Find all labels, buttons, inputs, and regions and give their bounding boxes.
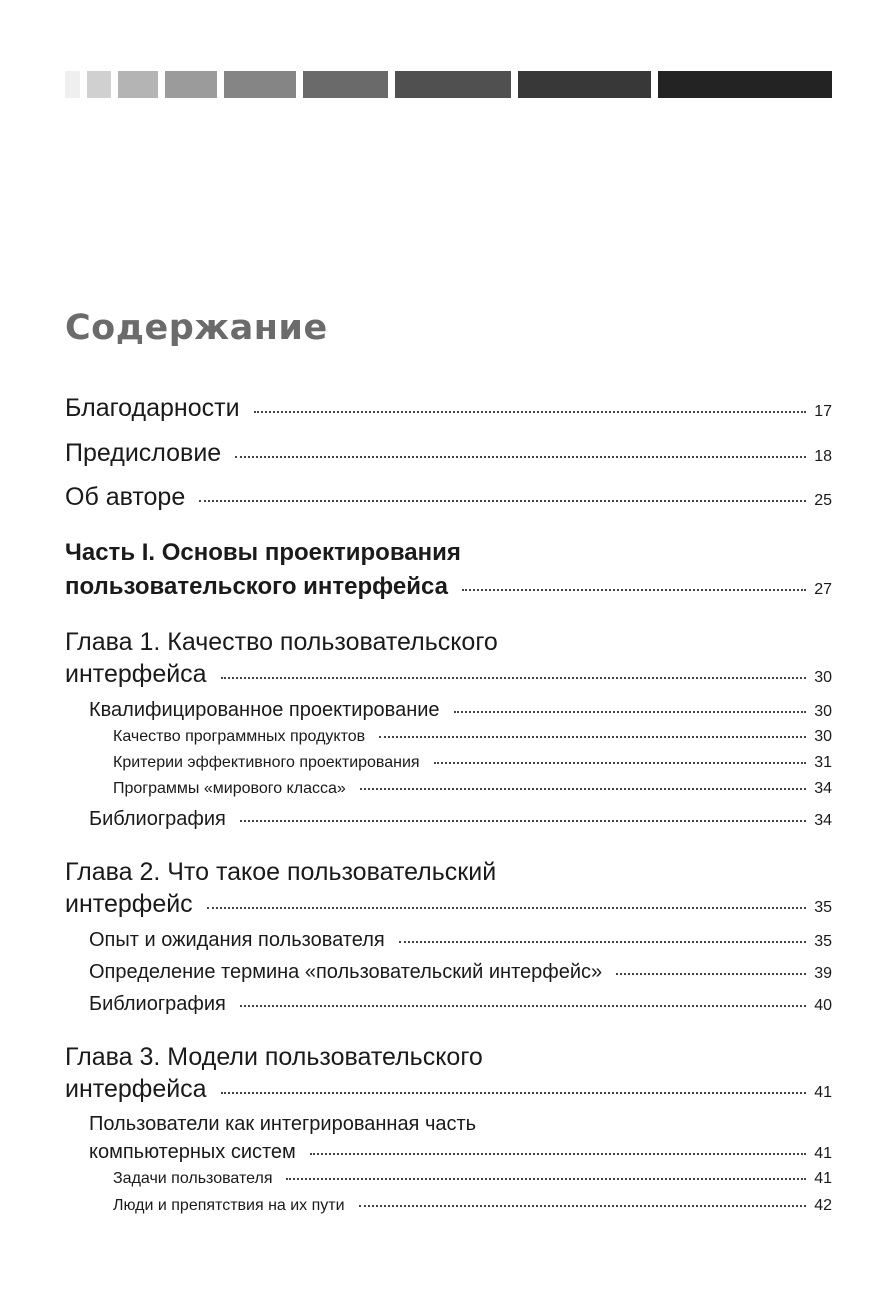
toc-entry-subsection[interactable] [113, 780, 832, 798]
toc-entry-chapter-3[interactable] [65, 1075, 832, 1104]
dot-leader [221, 677, 807, 679]
gradient-segment [395, 71, 511, 98]
gradient-segment [165, 71, 217, 98]
toc-entry-label: Качество программных продуктов [113, 728, 366, 745]
page-number: 40 [814, 997, 832, 1014]
toc-entry-chapter-2[interactable] [65, 890, 832, 919]
page-number: 34 [814, 780, 832, 797]
toc-entry-label: Люди и препятствия на их пути [113, 1197, 345, 1214]
dot-leader [379, 736, 806, 738]
page-number: 18 [814, 448, 832, 465]
toc-entry-label: интерфейса [65, 660, 207, 688]
gradient-segment [224, 71, 296, 98]
toc-entry-preface[interactable] [65, 439, 832, 468]
toc-chapter-title[interactable]: Глава 1. Качество пользовательского [65, 628, 498, 656]
dot-leader [286, 1178, 806, 1180]
toc-entry-label: Предисловие [65, 439, 222, 467]
toc-entry-section[interactable] [89, 961, 832, 984]
page-number: 41 [814, 1145, 832, 1162]
toc-entry-about-author[interactable] [65, 483, 832, 512]
dot-leader [434, 762, 807, 764]
dot-leader [254, 411, 807, 413]
toc-entry-label: Квалифицированное проектирование [89, 699, 440, 721]
gradient-segment [87, 71, 111, 98]
toc-entry-chapter-1[interactable] [65, 660, 832, 689]
dot-leader [616, 973, 806, 975]
toc-chapter-title[interactable]: Глава 2. Что такое пользовательский [65, 858, 497, 886]
dot-leader [399, 941, 807, 943]
gradient-segment [118, 71, 158, 98]
toc-entry-label: интерфейса [65, 1075, 207, 1103]
toc-entry-section[interactable] [89, 929, 832, 952]
toc-entry-label: компьютерных систем [89, 1141, 296, 1163]
dot-leader [207, 907, 807, 909]
toc-entry-label: Критерии эффективного проектирования [113, 754, 420, 771]
toc-entry-section[interactable] [89, 699, 832, 722]
toc-part-title[interactable]: Часть I. Основы проектирования [65, 539, 461, 566]
page-number: 35 [814, 933, 832, 950]
page-number: 30 [814, 703, 832, 720]
toc-entry-label: пользовательского интерфейса [65, 573, 448, 600]
dot-leader [199, 500, 806, 502]
page-number: 30 [814, 728, 832, 745]
dot-leader [240, 1005, 806, 1007]
gradient-segment [303, 71, 388, 98]
gradient-segment [518, 71, 651, 98]
page-number: 27 [814, 581, 832, 598]
toc-chapter-title[interactable]: Глава 3. Модели пользовательского [65, 1043, 483, 1071]
toc-entry-subsection[interactable] [113, 728, 832, 746]
page-number: 41 [814, 1170, 832, 1187]
toc-entry-part-1[interactable] [65, 573, 832, 601]
dot-leader [221, 1092, 807, 1094]
gradient-segment [65, 71, 80, 98]
dot-leader [235, 456, 806, 458]
toc-entry-acknowledgements[interactable] [65, 394, 832, 423]
dot-leader [310, 1153, 806, 1155]
toc-entry-label: Задачи пользователя [113, 1170, 273, 1187]
toc-section-title[interactable]: Пользователи как интегрированная часть [89, 1113, 477, 1135]
dot-leader [359, 1205, 807, 1207]
page-number: 42 [814, 1197, 832, 1214]
page-number: 17 [814, 403, 832, 420]
toc-entry-label: Благодарности [65, 394, 240, 422]
toc-entry-label: интерфейс [65, 890, 193, 918]
page-number: 39 [814, 965, 832, 982]
toc-entry-label: Библиография [89, 808, 226, 830]
toc-entry-label: Об авторе [65, 483, 186, 511]
page-number: 31 [814, 754, 832, 771]
page-number: 41 [814, 1084, 832, 1101]
toc-entry-label: Опыт и ожидания пользователя [89, 929, 385, 951]
page-number: 35 [814, 899, 832, 916]
toc-entry-label: Определение термина «пользовательский интерфейс» [89, 961, 603, 983]
page-number: 30 [814, 669, 832, 686]
toc-entry-subsection[interactable] [113, 1197, 832, 1215]
toc-entry-subsection[interactable] [113, 1170, 832, 1188]
dot-leader [462, 589, 806, 591]
gradient-segment [658, 71, 832, 98]
toc-entry-subsection[interactable] [113, 754, 832, 772]
dot-leader [454, 711, 807, 713]
dot-leader [360, 788, 806, 790]
page-number: 25 [814, 492, 832, 509]
toc-entry-section[interactable] [89, 808, 832, 831]
toc-entry-section[interactable] [89, 993, 832, 1016]
dot-leader [240, 820, 806, 822]
toc-entry-label: Библиография [89, 993, 226, 1015]
page-number: 34 [814, 812, 832, 829]
toc-entry-label: Программы «мирового класса» [113, 780, 346, 797]
page-title: Содержание [65, 308, 328, 348]
toc-entry-section[interactable] [89, 1141, 832, 1164]
